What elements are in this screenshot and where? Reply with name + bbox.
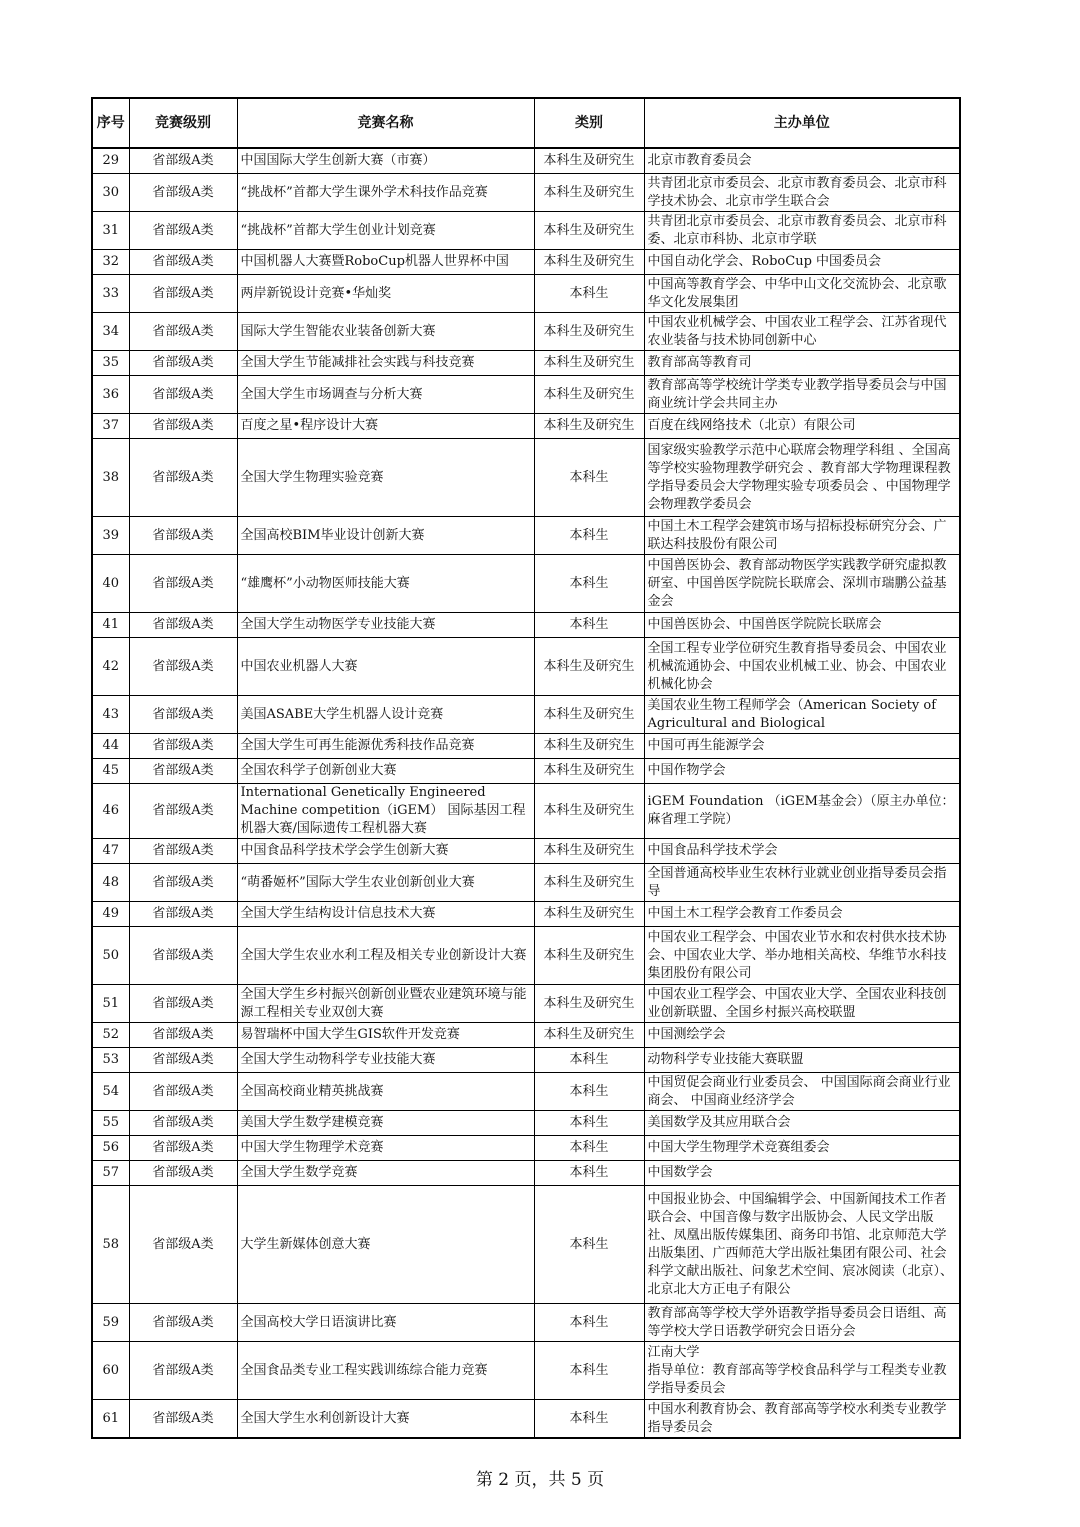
row-number: 44: [92, 734, 129, 759]
row-number: 51: [92, 985, 129, 1023]
table-row: [92, 313, 960, 351]
table-row: [92, 275, 960, 313]
row-category: 本科生及研究生: [534, 759, 644, 784]
row-number: 55: [92, 1111, 129, 1136]
table-row: [92, 613, 960, 638]
row-category: 本科生: [534, 1073, 644, 1111]
table-row: [92, 212, 960, 250]
row-number: 34: [92, 313, 129, 351]
row-level: 省部级A类: [129, 414, 237, 439]
row-category: 本科生及研究生: [534, 864, 644, 902]
row-organizer: 美国农业生物工程师学会（American Society of Agricultural and Biological: [644, 696, 960, 734]
row-organizer: 共青团北京市委员会、北京市教育委员会、北京市科委、北京市科协、北京市学联: [644, 212, 960, 250]
row-organizer: 中国农业工程学会、中国农业大学、全国农业科技创业创新联盟、全国乡村振兴高校联盟: [644, 985, 960, 1023]
row-level: 省部级A类: [129, 517, 237, 555]
row-competition-name: 大学生新媒体创意大赛: [237, 1186, 534, 1304]
row-number: 59: [92, 1304, 129, 1342]
table-row: [92, 1400, 960, 1439]
row-organizer: 全国工程专业学位研究生教育指导委员会、中国农业机械流通协会、中国农业机械工业、协会、中国农业机械化协会: [644, 638, 960, 696]
table-row: [92, 784, 960, 839]
table-row: [92, 1136, 960, 1161]
row-organizer: 中国兽医协会、中国兽医学院院长联席会: [644, 613, 960, 638]
header-no: 序号: [92, 98, 129, 148]
row-level: 省部级A类: [129, 351, 237, 376]
row-level: 省部级A类: [129, 1136, 237, 1161]
row-competition-name: 易智瑞杯中国大学生GIS软件开发竞赛: [237, 1023, 534, 1048]
row-competition-name: “萌番姬杯”国际大学生农业创新创业大赛: [237, 864, 534, 902]
row-category: 本科生及研究生: [534, 250, 644, 275]
table-row: [92, 376, 960, 414]
table-row: [92, 1161, 960, 1186]
row-level: 省部级A类: [129, 985, 237, 1023]
table-row: [92, 1186, 960, 1304]
row-competition-name: 国际大学生智能农业装备创新大赛: [237, 313, 534, 351]
row-number: 53: [92, 1048, 129, 1073]
row-competition-name: “挑战杯”首都大学生创业计划竞赛: [237, 212, 534, 250]
row-competition-name: 全国食品类专业工程实践训练综合能力竞赛: [237, 1342, 534, 1400]
row-competition-name: 全国大学生物理实验竞赛: [237, 439, 534, 517]
table-row: [92, 174, 960, 212]
row-competition-name: “雄鹰杯”小动物医师技能大赛: [237, 555, 534, 613]
table-row: [92, 414, 960, 439]
row-level: 省部级A类: [129, 1342, 237, 1400]
row-competition-name: 中国农业机器人大赛: [237, 638, 534, 696]
table-row: [92, 864, 960, 902]
row-level: 省部级A类: [129, 212, 237, 250]
row-level: 省部级A类: [129, 1186, 237, 1304]
row-number: 50: [92, 927, 129, 985]
table-row: [92, 1111, 960, 1136]
row-number: 29: [92, 148, 129, 174]
row-level: 省部级A类: [129, 1304, 237, 1342]
row-category: 本科生: [534, 1400, 644, 1439]
row-competition-name: 中国机器人大赛暨RoboCup机器人世界杯中国: [237, 250, 534, 275]
row-competition-name: 两岸新锐设计竞赛•华灿奖: [237, 275, 534, 313]
row-organizer: 动物科学专业技能大赛联盟: [644, 1048, 960, 1073]
row-level: 省部级A类: [129, 784, 237, 839]
row-level: 省部级A类: [129, 376, 237, 414]
row-category: 本科生及研究生: [534, 351, 644, 376]
row-level: 省部级A类: [129, 148, 237, 174]
row-level: 省部级A类: [129, 1400, 237, 1439]
row-level: 省部级A类: [129, 613, 237, 638]
table-row: [92, 555, 960, 613]
row-number: 52: [92, 1023, 129, 1048]
row-competition-name: 全国高校BIM毕业设计创新大赛: [237, 517, 534, 555]
header-organizer: 主办单位: [644, 98, 960, 148]
row-level: 省部级A类: [129, 927, 237, 985]
row-competition-name: 全国大学生节能减排社会实践与科技竞赛: [237, 351, 534, 376]
row-number: 47: [92, 839, 129, 864]
row-competition-name: 百度之星•程序设计大赛: [237, 414, 534, 439]
row-organizer: 中国农业工程学会、中国农业节水和农村供水技术协会、中国农业大学、举办地相关高校、华维节水科技集团股份有限公司: [644, 927, 960, 985]
row-category: 本科生及研究生: [534, 313, 644, 351]
row-number: 56: [92, 1136, 129, 1161]
row-competition-name: 全国大学生动物科学专业技能大赛: [237, 1048, 534, 1073]
row-organizer: 中国自动化学会、RoboCup 中国委员会: [644, 250, 960, 275]
row-competition-name: 中国大学生物理学术竞赛: [237, 1136, 534, 1161]
table-row: [92, 759, 960, 784]
row-number: 60: [92, 1342, 129, 1400]
table-row: [92, 927, 960, 985]
row-level: 省部级A类: [129, 638, 237, 696]
table-row: [92, 351, 960, 376]
row-number: 38: [92, 439, 129, 517]
table-row: [92, 696, 960, 734]
row-category: 本科生及研究生: [534, 174, 644, 212]
table-row: [92, 1304, 960, 1342]
row-organizer: 美国数学及其应用联合会: [644, 1111, 960, 1136]
row-competition-name: 全国大学生市场调查与分析大赛: [237, 376, 534, 414]
row-number: 48: [92, 864, 129, 902]
row-organizer: 中国水利教育协会、教育部高等学校水利类专业教学指导委员会: [644, 1400, 960, 1439]
row-organizer: 教育部高等教育司: [644, 351, 960, 376]
row-organizer: 教育部高等学校大学外语教学指导委员会日语组、高等学校大学日语教学研究会日语分会: [644, 1304, 960, 1342]
row-category: 本科生及研究生: [534, 902, 644, 927]
row-organizer: 中国可再生能源学会: [644, 734, 960, 759]
row-competition-name: 美国ASABE大学生机器人设计竞赛: [237, 696, 534, 734]
row-organizer: 中国大学生物理学术竞赛组委会: [644, 1136, 960, 1161]
header-level: 竞赛级别: [129, 98, 237, 148]
row-number: 36: [92, 376, 129, 414]
row-competition-name: 美国大学生数学建模竞赛: [237, 1111, 534, 1136]
table-body: [92, 148, 960, 1438]
row-number: 43: [92, 696, 129, 734]
table-row: [92, 1023, 960, 1048]
header-category: 类别: [534, 98, 644, 148]
row-category: 本科生: [534, 1304, 644, 1342]
row-number: 58: [92, 1186, 129, 1304]
row-competition-name: 全国农科学子创新创业大赛: [237, 759, 534, 784]
row-level: 省部级A类: [129, 759, 237, 784]
row-organizer: 中国高等教育学会、中华中山文化交流协会、北京歌华文化发展集团: [644, 275, 960, 313]
row-level: 省部级A类: [129, 696, 237, 734]
row-number: 42: [92, 638, 129, 696]
row-organizer: 教育部高等学校统计学类专业教学指导委员会与中国商业统计学会共同主办: [644, 376, 960, 414]
table-row: [92, 1048, 960, 1073]
row-competition-name: 全国大学生农业水利工程及相关专业创新设计大赛: [237, 927, 534, 985]
row-organizer: 百度在线网络技术（北京）有限公司: [644, 414, 960, 439]
row-category: 本科生: [534, 613, 644, 638]
table-row: [92, 517, 960, 555]
row-level: 省部级A类: [129, 174, 237, 212]
row-category: 本科生及研究生: [534, 148, 644, 174]
row-number: 57: [92, 1161, 129, 1186]
row-organizer: 中国土木工程学会教育工作委员会: [644, 902, 960, 927]
row-level: 省部级A类: [129, 275, 237, 313]
row-organizer: 中国数学会: [644, 1161, 960, 1186]
row-competition-name: 全国大学生可再生能源优秀科技作品竞赛: [237, 734, 534, 759]
row-level: 省部级A类: [129, 1048, 237, 1073]
row-category: 本科生及研究生: [534, 696, 644, 734]
row-number: 40: [92, 555, 129, 613]
row-number: 46: [92, 784, 129, 839]
row-level: 省部级A类: [129, 864, 237, 902]
row-level: 省部级A类: [129, 1161, 237, 1186]
table-row: [92, 839, 960, 864]
row-category: 本科生及研究生: [534, 927, 644, 985]
row-level: 省部级A类: [129, 555, 237, 613]
table-row: [92, 902, 960, 927]
row-category: 本科生: [534, 555, 644, 613]
header-name: 竞赛名称: [237, 98, 534, 148]
row-organizer: 中国食品科学技术学会: [644, 839, 960, 864]
table-row: [92, 638, 960, 696]
row-organizer: 全国普通高校毕业生农林行业就业创业指导委员会指导: [644, 864, 960, 902]
row-category: 本科生: [534, 1136, 644, 1161]
competition-table: [91, 97, 961, 1439]
row-category: 本科生: [534, 439, 644, 517]
row-category: 本科生: [534, 1111, 644, 1136]
table-row: [92, 985, 960, 1023]
row-level: 省部级A类: [129, 1023, 237, 1048]
row-competition-name: International Genetically Engineered Machine competition（iGEM） 国际基因工程机器大赛/国际遗传工程机器大赛: [237, 784, 534, 839]
row-competition-name: 全国大学生乡村振兴创新创业暨农业建筑环境与能源工程相关专业双创大赛: [237, 985, 534, 1023]
row-organizer: 中国土木工程学会建筑市场与招标投标研究分会、广联达科技股份有限公司: [644, 517, 960, 555]
row-competition-name: 中国食品科学技术学会学生创新大赛: [237, 839, 534, 864]
row-category: 本科生及研究生: [534, 414, 644, 439]
row-category: 本科生: [534, 517, 644, 555]
row-category: 本科生及研究生: [534, 734, 644, 759]
row-organizer: 共青团北京市委员会、北京市教育委员会、北京市科学技术协会、北京市学生联合会: [644, 174, 960, 212]
row-level: 省部级A类: [129, 439, 237, 517]
table-row: [92, 439, 960, 517]
row-number: 37: [92, 414, 129, 439]
table-row: [92, 1342, 960, 1400]
table-row: [92, 734, 960, 759]
row-competition-name: 全国大学生数学竞赛: [237, 1161, 534, 1186]
row-number: 41: [92, 613, 129, 638]
row-number: 39: [92, 517, 129, 555]
row-organizer: 中国报业协会、中国编辑学会、中国新闻技术工作者联合会、中国音像与数字出版协会、人民文学出版社、凤凰出版传媒集团、商务印书馆、北京师范大学出版集团、广西师范大学出版社集团有限公司、社会科学文献出版社、问象艺术空间、宸冰阅读（北京）、北京北大方正电子有限公: [644, 1186, 960, 1304]
row-number: 49: [92, 902, 129, 927]
row-number: 31: [92, 212, 129, 250]
row-level: 省部级A类: [129, 839, 237, 864]
row-competition-name: 全国高校商业精英挑战赛: [237, 1073, 534, 1111]
row-organizer: 北京市教育委员会: [644, 148, 960, 174]
row-organizer: 中国兽医协会、教育部动物医学实践教学研究虚拟教研室、中国兽医学院院长联席会、深圳市瑞鹏公益基金会: [644, 555, 960, 613]
row-level: 省部级A类: [129, 1111, 237, 1136]
row-competition-name: 全国大学生结构设计信息技术大赛: [237, 902, 534, 927]
row-organizer: 中国测绘学会: [644, 1023, 960, 1048]
row-category: 本科生: [534, 275, 644, 313]
row-number: 45: [92, 759, 129, 784]
row-competition-name: 中国国际大学生创新大赛（市赛）: [237, 148, 534, 174]
table-header-row: [92, 98, 960, 148]
row-level: 省部级A类: [129, 734, 237, 759]
row-number: 61: [92, 1400, 129, 1439]
row-competition-name: “挑战杯”首都大学生课外学术科技作品竞赛: [237, 174, 534, 212]
competition-table-sheet: [91, 97, 959, 1439]
row-number: 35: [92, 351, 129, 376]
row-competition-name: 全国高校大学日语演讲比赛: [237, 1304, 534, 1342]
row-number: 54: [92, 1073, 129, 1111]
row-category: 本科生及研究生: [534, 784, 644, 839]
row-organizer: iGEM Foundation （iGEM基金会）（原主办单位：麻省理工学院）: [644, 784, 960, 839]
row-organizer: 国家级实验教学示范中心联席会物理学科组 、全国高等学校实验物理教学研究会 、教育部大学物理课程教学指导委员会大学物理实验专项委员会 、中国物理学会物理教学委员会: [644, 439, 960, 517]
row-category: 本科生及研究生: [534, 638, 644, 696]
row-category: 本科生: [534, 1161, 644, 1186]
row-organizer: 中国贸促会商业行业委员会、 中国国际商会商业行业商会、 中国商业经济学会: [644, 1073, 960, 1111]
row-level: 省部级A类: [129, 1073, 237, 1111]
row-category: 本科生及研究生: [534, 212, 644, 250]
row-category: 本科生及研究生: [534, 376, 644, 414]
row-organizer: 中国作物学会: [644, 759, 960, 784]
row-category: 本科生及研究生: [534, 1023, 644, 1048]
row-level: 省部级A类: [129, 250, 237, 275]
row-organizer: 江南大学 指导单位：教育部高等学校食品科学与工程类专业教学指导委员会: [644, 1342, 960, 1400]
row-category: 本科生: [534, 1048, 644, 1073]
row-number: 33: [92, 275, 129, 313]
row-number: 32: [92, 250, 129, 275]
row-category: 本科生及研究生: [534, 985, 644, 1023]
table-row: [92, 1073, 960, 1111]
table-row: [92, 148, 960, 174]
row-category: 本科生及研究生: [534, 839, 644, 864]
table-row: [92, 250, 960, 275]
row-level: 省部级A类: [129, 902, 237, 927]
row-organizer: 中国农业机械学会、中国农业工程学会、江苏省现代农业装备与技术协同创新中心: [644, 313, 960, 351]
row-category: 本科生: [534, 1342, 644, 1400]
row-category: 本科生: [534, 1186, 644, 1304]
row-number: 30: [92, 174, 129, 212]
row-competition-name: 全国大学生动物医学专业技能大赛: [237, 613, 534, 638]
page-number: 第 2 页，共 5 页: [475, 1470, 605, 1490]
row-level: 省部级A类: [129, 313, 237, 351]
row-competition-name: 全国大学生水利创新设计大赛: [237, 1400, 534, 1439]
